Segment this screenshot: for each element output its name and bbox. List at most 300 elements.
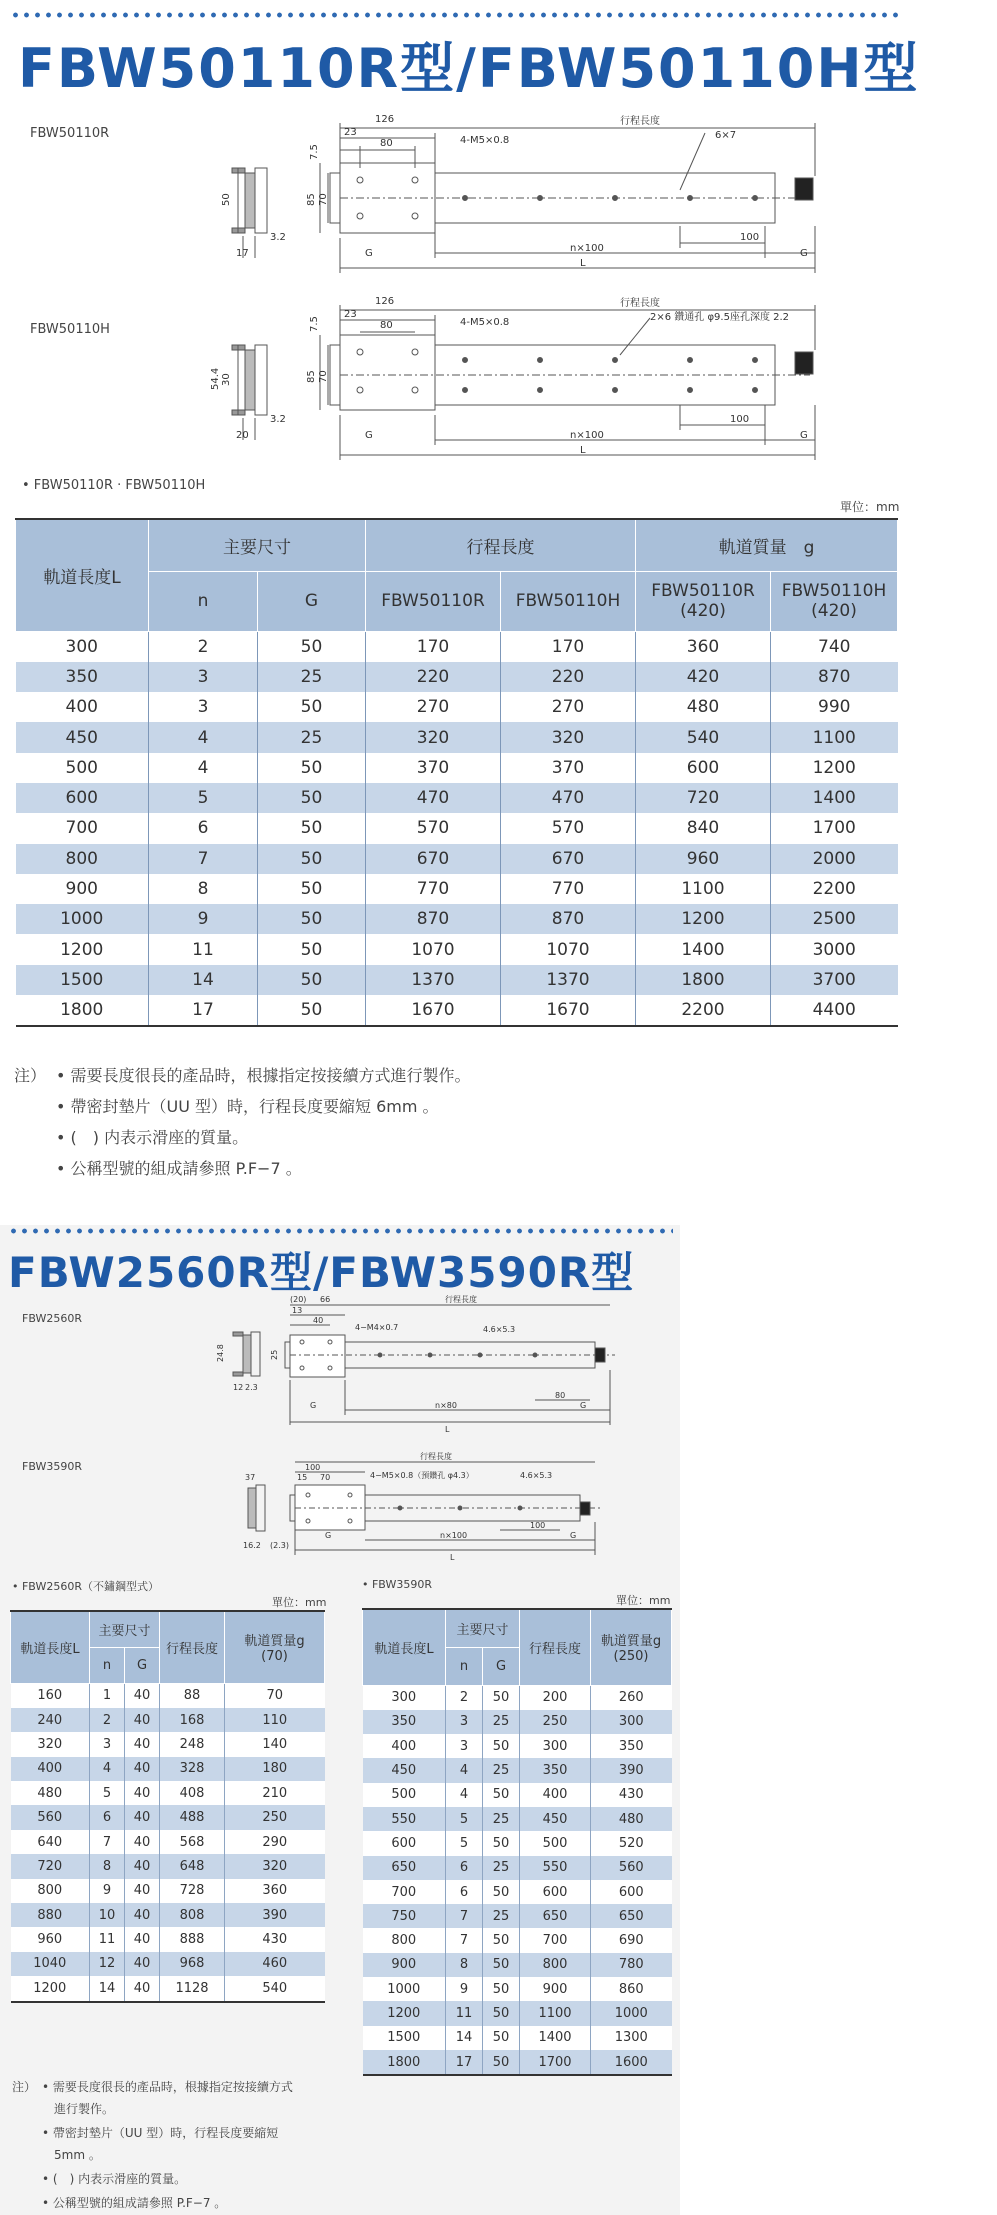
dim-25-a: 25: [270, 1349, 279, 1360]
table-cell: 50: [258, 934, 366, 964]
table-cell: 720: [636, 783, 771, 813]
table-cell: 450: [16, 722, 149, 752]
table-cell: 888: [160, 1927, 225, 1951]
table-cell: 560: [591, 1856, 672, 1880]
table-cell: 1600: [591, 2050, 672, 2075]
col-b-mass: [591, 1609, 672, 1685]
dim-g-a-left: G: [310, 1401, 317, 1410]
dim-3-2-h: 3.2: [270, 414, 286, 425]
table-cell: 40: [125, 1854, 160, 1878]
table-cell: 648: [160, 1854, 225, 1878]
table-cell: 350: [363, 1710, 446, 1734]
dim-126-h: 126: [375, 296, 395, 307]
table-cell: 270: [501, 692, 636, 722]
table-row: [11, 1708, 325, 1732]
table-cell: 9: [90, 1879, 125, 1903]
table-cell: 50: [483, 1734, 520, 1758]
table-cell: 800: [363, 1928, 446, 1952]
table-cell: 7: [446, 1904, 483, 1928]
table-cell: 670: [501, 844, 636, 874]
table-cell: 900: [16, 874, 149, 904]
table-cell: 1100: [771, 722, 898, 752]
table-cell: 568: [160, 1830, 225, 1854]
table-row: [16, 783, 898, 813]
table-cell: 400: [11, 1757, 90, 1781]
table-cell: 2000: [771, 844, 898, 874]
table-cell: 8: [446, 1953, 483, 1977]
table-cell: 3: [446, 1734, 483, 1758]
table-cell: 1000: [363, 1977, 446, 2001]
table-cell: 40: [125, 1830, 160, 1854]
table-cell: 3: [149, 662, 258, 692]
table-cell: 2: [446, 1685, 483, 1710]
note2-prefix: 注）: [12, 2080, 37, 2094]
slot-label: 6×7: [715, 130, 737, 141]
table-row: [11, 1757, 325, 1781]
table-cell: 690: [591, 1928, 672, 1952]
note2-3: • ( ) 内表示滑座的質量。: [42, 2172, 187, 2186]
table-cell: 50: [483, 1953, 520, 1977]
table-cell: 870: [771, 662, 898, 692]
table-cell: 2: [149, 631, 258, 662]
dim-126: 126: [375, 114, 395, 125]
table-cell: 320: [225, 1854, 325, 1878]
table-cell: 7: [446, 1928, 483, 1952]
table-cell: 370: [501, 753, 636, 783]
col-a-n: n: [90, 1647, 125, 1683]
dim-l: L: [580, 258, 586, 269]
table-row: [16, 692, 898, 722]
dim-2-3-a: 2.3: [245, 1383, 258, 1392]
table-cell: 10: [90, 1903, 125, 1927]
col-b-main-dims: 主要尺寸: [446, 1609, 520, 1647]
table-cell: 3: [90, 1732, 125, 1756]
table-cell: 300: [520, 1734, 591, 1758]
table-cell: 50: [483, 2026, 520, 2050]
table-cell: 14: [90, 1976, 125, 2001]
table-cell: 300: [16, 631, 149, 662]
table-cell: 420: [636, 662, 771, 692]
dim-70-h: 70: [318, 370, 329, 383]
col-mass-h-sub: (420): [811, 601, 857, 621]
table-cell: 1500: [363, 2026, 446, 2050]
table-cell: 1700: [812, 818, 856, 839]
table-cell: 11: [149, 934, 258, 964]
fbw2560r-table: [10, 1610, 325, 2003]
table-cell: 700: [363, 1880, 446, 1904]
table-cell: 540: [225, 1976, 325, 2001]
col-a-mass-label: 軌道質量g: [244, 1634, 305, 1650]
table-a-unit: 單位：mm: [272, 1596, 327, 1609]
table-cell: 320: [501, 722, 636, 752]
table-cell: 40: [125, 1683, 160, 1708]
table-cell: 560: [11, 1805, 90, 1829]
table-cell: 25: [483, 1758, 520, 1782]
table-cell: 40: [125, 1757, 160, 1781]
table-cell: 40: [125, 1781, 160, 1805]
table-cell: 1: [90, 1683, 125, 1708]
table-row: [16, 753, 898, 783]
table-cell: 500: [363, 1783, 446, 1807]
table-cell: 1200: [11, 1976, 90, 2001]
table-row: [363, 1710, 672, 1734]
table-cell: 320: [366, 722, 501, 752]
table-cell: 450: [520, 1807, 591, 1831]
table-cell: 250: [225, 1805, 325, 1829]
table-cell: 1040: [11, 1952, 90, 1976]
dim-g-b-left: G: [325, 1531, 332, 1540]
table-cell: 390: [225, 1903, 325, 1927]
dim-100: 100: [740, 232, 760, 243]
table-cell: 4: [446, 1758, 483, 1782]
section1-title: FBW50110R型/FBW50110H型: [18, 37, 920, 100]
table-cell: 210: [225, 1781, 325, 1805]
table-cell: 7: [90, 1830, 125, 1854]
table-cell: 110: [225, 1708, 325, 1732]
table-cell: 2200: [812, 879, 856, 900]
table-cell: 5: [90, 1781, 125, 1805]
table-cell: 4: [446, 1783, 483, 1807]
table-cell: 470: [501, 783, 636, 813]
table-cell: 900: [363, 1953, 446, 1977]
table-cell: 1100: [520, 2001, 591, 2025]
table-cell: 220: [366, 662, 501, 692]
table-cell: 2200: [636, 995, 771, 1026]
table-cell: 50: [483, 2001, 520, 2025]
table-row: [16, 934, 898, 964]
table-row: [16, 995, 898, 1026]
col-b-mass-label: 軌道質量g: [600, 1634, 662, 1650]
dim-100-b: 100: [305, 1463, 321, 1472]
table-row: [363, 2050, 672, 2075]
fbw2560r-drawing: [205, 1290, 625, 1440]
table-cell: 4: [149, 753, 258, 783]
table-cell: 50: [258, 692, 366, 722]
table-cell: 200: [520, 1685, 591, 1710]
table-cell: 50: [258, 965, 366, 995]
holes-label-h: 4-M5×0.8: [460, 317, 510, 328]
col-a-mass-sub: (70): [261, 1649, 288, 1665]
table-cell: 740: [818, 636, 851, 657]
table-row: [16, 844, 898, 874]
dim-100-h: 100: [730, 414, 750, 425]
table-cell: 350: [16, 662, 149, 692]
table-cell: 40: [125, 1708, 160, 1732]
table-cell: 40: [125, 1952, 160, 1976]
table-cell: 14: [446, 2026, 483, 2050]
col-b-n: n: [446, 1647, 483, 1685]
table-cell: 600: [591, 1880, 672, 1904]
col-mass-r: [636, 571, 771, 631]
table1-unit: 單位：mm: [840, 500, 900, 514]
table-row: [11, 1976, 325, 2001]
table-cell: 1400: [636, 934, 771, 964]
table-row: [16, 722, 898, 752]
dim-30: 30: [221, 373, 232, 386]
table-cell: 860: [591, 1977, 672, 2001]
table-cell: 550: [363, 1807, 446, 1831]
table-b-caption: • FBW3590R: [362, 1578, 432, 1591]
model-a-label: FBW2560R: [22, 1312, 82, 1325]
table-cell: 50: [483, 2050, 520, 2075]
table-row: [11, 1805, 325, 1829]
dim-40-a: 40: [313, 1316, 324, 1325]
dim-g-b-right: G: [570, 1531, 577, 1540]
col-mass-r-label: FBW50110R: [651, 581, 755, 601]
table-cell: 780: [591, 1953, 672, 1977]
table-cell: 2: [90, 1708, 125, 1732]
col-n: n: [149, 571, 258, 631]
col-mass-h: [771, 571, 898, 631]
table-cell: 1200: [812, 757, 856, 778]
table-row: [363, 1904, 672, 1928]
table-cell: 25: [483, 1856, 520, 1880]
table-cell: 50: [258, 813, 366, 843]
slot-label-b: 4.6×5.3: [520, 1471, 553, 1480]
dim-37-b: 37: [245, 1473, 256, 1482]
table-cell: 460: [225, 1952, 325, 1976]
table-cell: 50: [258, 783, 366, 813]
table-cell: 6: [90, 1805, 125, 1829]
model-r-label: FBW50110R: [30, 126, 110, 141]
table-cell: 430: [591, 1783, 672, 1807]
col-stroke: 行程長度: [366, 519, 636, 571]
table-cell: 1200: [16, 934, 149, 964]
table-cell: 900: [520, 1977, 591, 2001]
table-row: [16, 662, 898, 692]
table-cell: 570: [366, 813, 501, 843]
dim-l-b: L: [450, 1553, 455, 1562]
col-mass-h-label: FBW50110H: [781, 581, 887, 601]
table-cell: 1300: [591, 2026, 672, 2050]
table-row: [363, 2001, 672, 2025]
table-cell: 520: [591, 1831, 672, 1855]
table-cell: 220: [501, 662, 636, 692]
table-row: [363, 1734, 672, 1758]
table-cell: 3000: [812, 939, 856, 960]
table-cell: 40: [125, 1805, 160, 1829]
dim-85: 85: [306, 193, 317, 206]
table-cell: 50: [483, 1685, 520, 1710]
dim-80: 80: [380, 138, 393, 149]
dim-g-left: G: [365, 248, 373, 259]
table-cell: 360: [636, 631, 771, 662]
table-cell: 640: [11, 1830, 90, 1854]
table-cell: 300: [591, 1710, 672, 1734]
table-cell: 400: [363, 1734, 446, 1758]
dim-3-2: 3.2: [270, 232, 286, 243]
table-cell: 25: [483, 1807, 520, 1831]
table-row: [11, 1903, 325, 1927]
note1-3: • ( ) 内表示滑座的質量。: [56, 1128, 249, 1147]
table-b-unit: 單位：mm: [616, 1594, 671, 1607]
table-row: [16, 813, 898, 843]
table-cell: 250: [520, 1710, 591, 1734]
table-cell: 1000: [16, 904, 149, 934]
col-b-stroke: 行程長度: [520, 1609, 591, 1685]
table-cell: 480: [591, 1807, 672, 1831]
table-cell: 4: [149, 722, 258, 752]
table-cell: 25: [483, 1904, 520, 1928]
col-a-mass: [225, 1611, 325, 1683]
table-cell: 1400: [771, 783, 898, 813]
col-stroke-r: FBW50110R: [366, 571, 501, 631]
table-cell: 770: [501, 874, 636, 904]
table-cell: 800: [11, 1879, 90, 1903]
stroke-length-label-h: 行程長度: [620, 298, 660, 309]
table-cell: 248: [160, 1732, 225, 1756]
table-cell: 9: [149, 904, 258, 934]
dim-n100-h: n×100: [570, 430, 604, 441]
table-cell: 270: [366, 692, 501, 722]
table-cell: 480: [636, 692, 771, 722]
table-cell: 430: [225, 1927, 325, 1951]
table-cell: 400: [520, 1783, 591, 1807]
stroke-length-label-b: 行程長度: [420, 1452, 452, 1461]
table-cell: 320: [11, 1732, 90, 1756]
table-row: [363, 1977, 672, 2001]
table-cell: 260: [591, 1685, 672, 1710]
table-cell: 600: [636, 753, 771, 783]
table-cell: 6: [446, 1880, 483, 1904]
table-cell: 408: [160, 1781, 225, 1805]
table-cell: 650: [591, 1904, 672, 1928]
col-main-dims: 主要尺寸: [149, 519, 366, 571]
dim-13-a: 13: [292, 1306, 303, 1315]
table-cell: 808: [160, 1903, 225, 1927]
table-cell: 5: [149, 783, 258, 813]
table-cell: 650: [520, 1904, 591, 1928]
table-cell: 3: [446, 1710, 483, 1734]
table-cell: 8: [90, 1854, 125, 1878]
table-cell: 470: [366, 783, 501, 813]
note1-1: • 需要長度很長的產品時，根據指定按接續方式進行製作。: [56, 1066, 471, 1085]
table-cell: 400: [16, 692, 149, 722]
table-cell: 17: [446, 2050, 483, 2075]
table-cell: 650: [363, 1856, 446, 1880]
col-rail-mass: 軌道質量 g: [636, 519, 898, 571]
slot-label-a: 4.6×5.3: [483, 1325, 516, 1334]
table-cell: 600: [16, 783, 149, 813]
col-a-stroke: 行程長度: [160, 1611, 225, 1683]
table-cell: 540: [636, 722, 771, 752]
table-cell: 800: [16, 844, 149, 874]
dim-24-8-a: 24.8: [216, 1344, 225, 1362]
table-cell: 700: [520, 1928, 591, 1952]
col-mass-r-sub: (420): [680, 601, 726, 621]
table-cell: 2500: [771, 904, 898, 934]
dim-g-a-right: G: [580, 1401, 587, 1410]
dim-70: 70: [318, 193, 329, 206]
note2-4: • 公稱型號的組成請參照 P.F−7 。: [42, 2196, 227, 2210]
table-row: [11, 1927, 325, 1951]
model-h-label: FBW50110H: [30, 322, 110, 337]
stroke-length-label-a: 行程長度: [445, 1295, 477, 1304]
col-g: G: [258, 571, 366, 631]
table-cell: 50: [258, 631, 366, 662]
table-row: [11, 1854, 325, 1878]
table-cell: 570: [501, 813, 636, 843]
table-row: [363, 1928, 672, 1952]
table-row: [363, 1880, 672, 1904]
table-cell: 170: [366, 631, 501, 662]
dim-g-right: G: [800, 248, 808, 259]
note1-prefix: 注）: [14, 1066, 47, 1085]
table-cell: 50: [258, 904, 366, 934]
table-row: [11, 1952, 325, 1976]
fbw50110-table: [15, 518, 898, 1027]
dim-80-h: 80: [380, 320, 393, 331]
table-cell: 450: [363, 1758, 446, 1782]
table-cell: 170: [501, 631, 636, 662]
table-cell: 1800: [16, 995, 149, 1026]
table-cell: 1800: [636, 965, 771, 995]
dim-n100: n×100: [570, 243, 604, 254]
table-cell: 720: [11, 1854, 90, 1878]
dim-15-b: 15: [297, 1473, 308, 1482]
table-cell: 6: [446, 1856, 483, 1880]
table-cell: 670: [366, 844, 501, 874]
note1-2: • 帶密封墊片（UU 型）時，行程長度要縮短 6mm 。: [56, 1097, 439, 1116]
table-cell: 25: [483, 1710, 520, 1734]
table-a-caption: • FBW2560R（不鏽鋼型式）: [12, 1580, 159, 1593]
table-cell: 5: [446, 1831, 483, 1855]
dim-20-h: 20: [236, 430, 249, 441]
table-row: [363, 1856, 672, 1880]
table-cell: 5: [446, 1807, 483, 1831]
table-row: [363, 1953, 672, 1977]
table-cell: 1700: [520, 2050, 591, 2075]
table-cell: 370: [366, 753, 501, 783]
table-cell: 960: [11, 1927, 90, 1951]
table-cell: 3700: [771, 965, 898, 995]
table-cell: 500: [520, 1831, 591, 1855]
table-cell: 14: [149, 965, 258, 995]
table-cell: 700: [16, 813, 149, 843]
table-cell: 7: [149, 844, 258, 874]
table-cell: 350: [591, 1734, 672, 1758]
table-cell: 6: [149, 813, 258, 843]
table-cell: 1000: [591, 2001, 672, 2025]
table-cell: 350: [520, 1758, 591, 1782]
table-cell: 728: [160, 1879, 225, 1903]
dim-g-left-h: G: [365, 430, 373, 441]
table-cell: 300: [363, 1685, 446, 1710]
fbw3590r-table: [362, 1608, 672, 2076]
table-cell: 240: [11, 1708, 90, 1732]
holes-label: 4-M5×0.8: [460, 135, 510, 146]
table-cell: 360: [225, 1879, 325, 1903]
table-row: [11, 1683, 325, 1708]
table-cell: 290: [225, 1830, 325, 1854]
table-row: [363, 1783, 672, 1807]
table-cell: 600: [363, 1831, 446, 1855]
note1-4: • 公稱型號的組成請參照 P.F−7 。: [56, 1159, 302, 1178]
table-cell: 25: [258, 722, 366, 752]
dim-85-h: 85: [306, 370, 317, 383]
table-cell: 160: [11, 1683, 90, 1708]
table-row: [363, 2026, 672, 2050]
counterbore-label: 2×6 鑽通孔 φ9.5座孔深度 2.2: [650, 312, 790, 323]
dim-66-a: 66: [320, 1295, 331, 1304]
table-cell: 1370: [366, 965, 501, 995]
stroke-length-label: 行程長度: [620, 116, 660, 127]
table-row: [11, 1781, 325, 1805]
table-cell: 500: [16, 753, 149, 783]
table-cell: 960: [636, 844, 771, 874]
table-cell: 488: [160, 1805, 225, 1829]
fbw3590r-drawing: [240, 1450, 610, 1570]
